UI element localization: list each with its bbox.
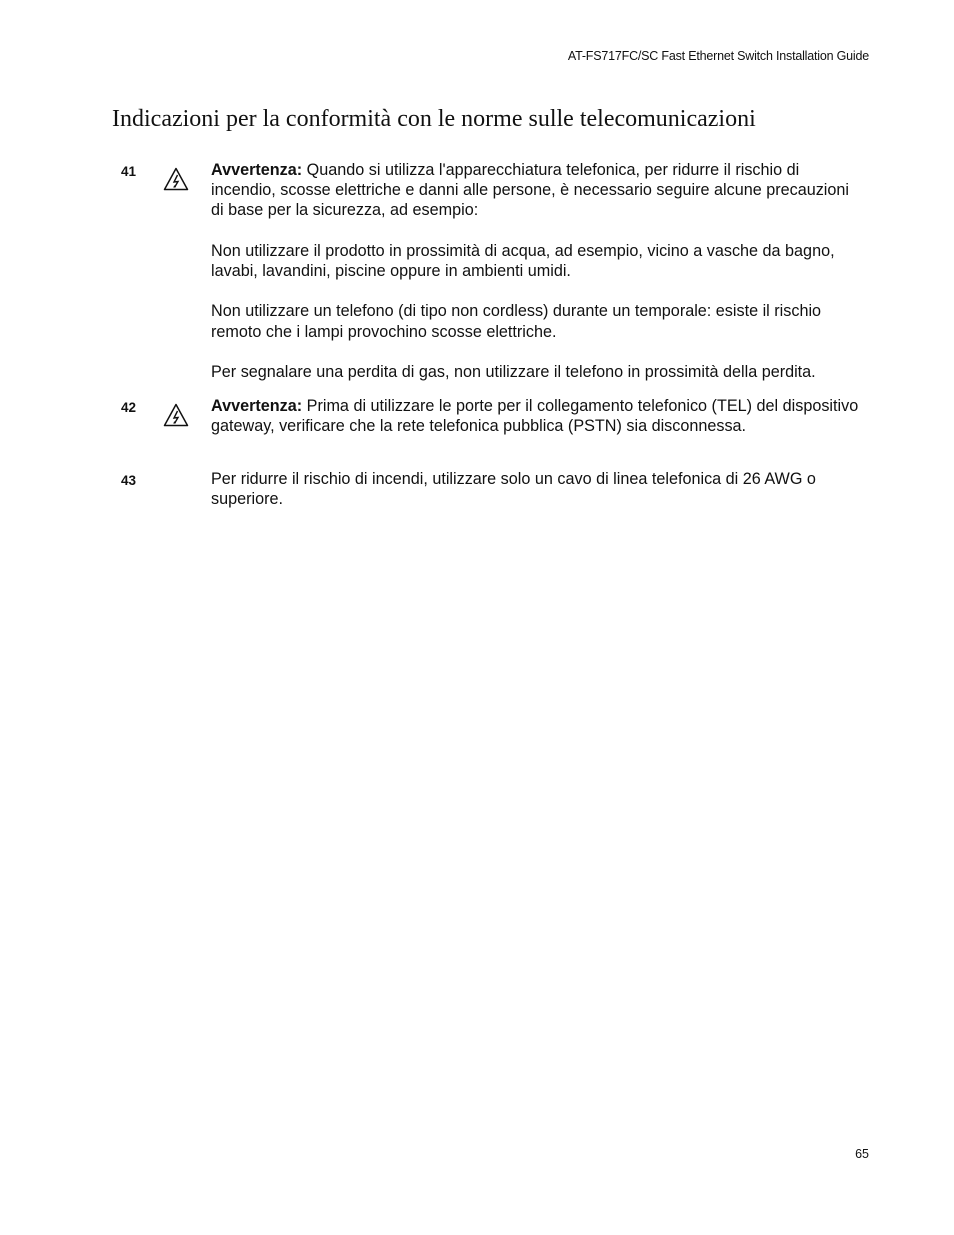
- running-header: AT-FS717FC/SC Fast Ethernet Switch Installation Guide: [567, 49, 869, 63]
- entry-body: [211, 469, 861, 509]
- statement-paragraph: Per ridurre il rischio di incendi, utilizzare solo un cavo di linea telefonica di 26 AWG o superiore.: [211, 470, 816, 509]
- precaution-paragraph: Non utilizzare un telefono (di tipo non cordless) durante un temporale: esiste il rischio remoto che i lampi provochino scosse elettriche.: [211, 302, 822, 341]
- warning-label: Avvertenza:: [211, 397, 303, 415]
- section-title: Indicazioni per la conformità con le norme sulle telecomunicazioni: [112, 106, 756, 132]
- warning-label: Avvertenza:: [211, 161, 303, 179]
- warning-icon: [163, 403, 189, 427]
- warning-icon: [163, 167, 189, 191]
- warning-text: Quando si utilizza l'apparecchiatura telefonica, per ridurre il rischio di incendio, scosse elettriche e danni alle persone, è necessario seguire alcune precauzioni di base per la sicurezza, ad esempio:: [211, 161, 849, 220]
- precaution-paragraph: Per segnalare una perdita di gas, non utilizzare il telefono in prossimità della perdita.: [211, 362, 816, 381]
- warning-text: Prima di utilizzare le porte per il collegamento telefonico (TEL) del dispositivo gateway, verificare che la rete telefonica pubblica (PSTN) sia disconnessa.: [211, 397, 859, 436]
- entry-number: 42: [121, 400, 137, 415]
- entry-number: 43: [121, 473, 137, 488]
- entry-number: 41: [121, 164, 137, 179]
- precaution-paragraph: Non utilizzare il prodotto in prossimità di acqua, ad esempio, vicino a vasche da bagno, lavabi, lavandini, piscine oppure in ambienti umidi.: [211, 241, 835, 280]
- entry-body: [211, 160, 861, 382]
- warning-paragraph: [211, 396, 861, 436]
- page-number: 65: [855, 1147, 869, 1161]
- warning-paragraph: [211, 160, 861, 221]
- entry-body: [211, 396, 861, 436]
